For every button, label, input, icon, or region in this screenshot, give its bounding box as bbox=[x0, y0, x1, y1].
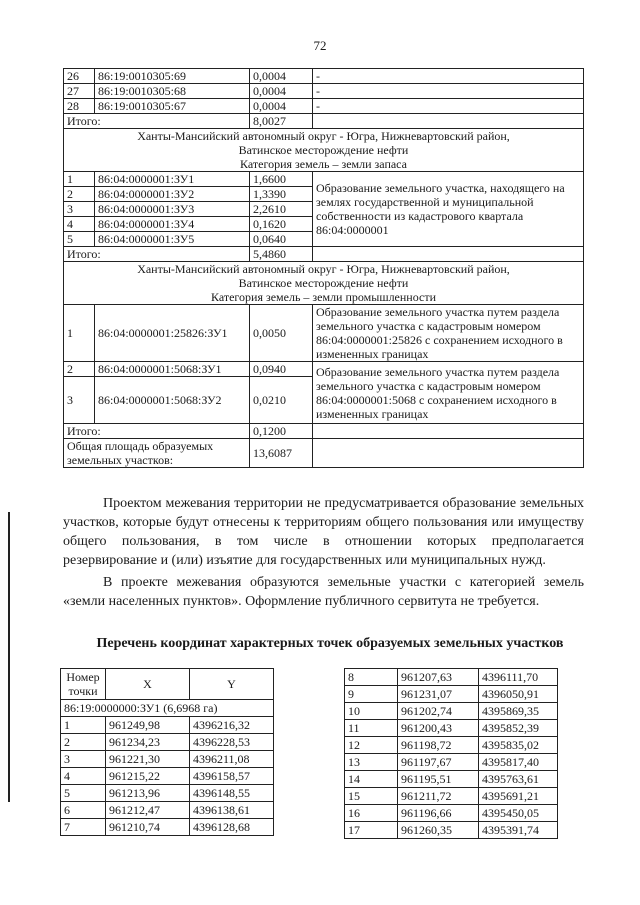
total-label: Итого: bbox=[64, 247, 250, 262]
table-row bbox=[345, 686, 558, 703]
industry-note-2: Образование земельного участка путем раздела земельного участка с кадастровым номером 86:04:0000001:5068 с сохранением исходного в измененных границах bbox=[313, 362, 584, 424]
row-number: 2 bbox=[64, 187, 95, 202]
table-row bbox=[345, 754, 558, 771]
section-category: Категория земель – земли промышленности bbox=[210, 290, 437, 304]
cadastral-number: 86:19:0010305:68 bbox=[95, 84, 250, 99]
table-row bbox=[64, 84, 584, 99]
table-row bbox=[345, 703, 558, 720]
coord-y: 4396138,61 bbox=[190, 802, 274, 819]
point-number: 1 bbox=[61, 717, 106, 734]
area-value: 0,0210 bbox=[250, 377, 313, 424]
section-category: Категория земель – земли запаса bbox=[240, 157, 407, 171]
point-number: 7 bbox=[61, 819, 106, 836]
coord-y: 4396111,70 bbox=[479, 669, 558, 686]
total-row bbox=[64, 424, 584, 439]
empty-cell bbox=[313, 247, 584, 262]
section-header-industry bbox=[64, 262, 584, 305]
table-row bbox=[61, 751, 274, 768]
coord-y: 4396050,91 bbox=[479, 686, 558, 703]
cadastral-number: 86:04:0000001:ЗУ4 bbox=[95, 217, 250, 232]
section-region: Ханты-Мансийский автономный округ - Югра, Нижневартовский район, bbox=[137, 262, 510, 276]
coord-x: 961197,67 bbox=[398, 754, 479, 771]
table-row bbox=[64, 69, 584, 84]
coord-y: 4395450,05 bbox=[479, 805, 558, 822]
point-number: 13 bbox=[345, 754, 398, 771]
table-row bbox=[64, 362, 584, 377]
coord-y: 4395691,21 bbox=[479, 788, 558, 805]
coords-heading: Перечень координат характерных точек образуемых земельных участков bbox=[96, 636, 564, 651]
empty-cell bbox=[313, 114, 584, 129]
grand-total-row bbox=[64, 439, 584, 468]
note-cell: - bbox=[313, 99, 584, 114]
cadastral-number: 86:04:0000001:ЗУ2 bbox=[95, 187, 250, 202]
table-row bbox=[345, 788, 558, 805]
header-x: X bbox=[106, 669, 190, 700]
coord-y: 4396211,08 bbox=[190, 751, 274, 768]
section-region: Ханты-Мансийский автономный округ - Югра, Нижневартовский район, bbox=[137, 129, 510, 143]
row-number: 3 bbox=[64, 377, 95, 424]
table-row bbox=[61, 785, 274, 802]
point-number: 4 bbox=[61, 768, 106, 785]
area-value: 1,3390 bbox=[250, 187, 313, 202]
table-row bbox=[61, 734, 274, 751]
parcel-label-row bbox=[61, 700, 274, 717]
row-number: 1 bbox=[64, 305, 95, 362]
coord-x: 961212,47 bbox=[106, 802, 190, 819]
point-number: 5 bbox=[61, 785, 106, 802]
table-row bbox=[345, 822, 558, 839]
total-label: Итого: bbox=[64, 424, 250, 439]
area-value: 0,0004 bbox=[250, 84, 313, 99]
table-row bbox=[345, 771, 558, 788]
cadastral-number: 86:19:0010305:67 bbox=[95, 99, 250, 114]
cadastral-number: 86:04:0000001:ЗУ1 bbox=[95, 172, 250, 187]
table-row bbox=[64, 305, 584, 362]
point-number: 12 bbox=[345, 737, 398, 754]
cadastral-number: 86:19:0010305:69 bbox=[95, 69, 250, 84]
coord-x: 961210,74 bbox=[106, 819, 190, 836]
coord-x: 961249,98 bbox=[106, 717, 190, 734]
coord-y: 4395869,35 bbox=[479, 703, 558, 720]
point-number: 11 bbox=[345, 720, 398, 737]
coord-x: 961221,30 bbox=[106, 751, 190, 768]
paragraph-land-category: В проекте межевания образуются земельные участки с категорией земель «земли населенных пунктов». Оформление публичного сервитута не требуется. bbox=[63, 575, 584, 609]
total-value: 0,1200 bbox=[250, 424, 313, 439]
cadastral-number: 86:04:0000001:5068:ЗУ1 bbox=[95, 362, 250, 377]
coordinates-table-right bbox=[344, 668, 558, 839]
land-parcels-table bbox=[63, 68, 584, 468]
grand-total-label: Общая площадь образуемых земельных участков: bbox=[64, 439, 250, 468]
row-number: 3 bbox=[64, 202, 95, 217]
point-number: 10 bbox=[345, 703, 398, 720]
industry-note-1: Образование земельного участка путем раздела земельного участка с кадастровым номером 86:04:0000001:25826 с сохранением исходного в измененных границах bbox=[313, 305, 584, 362]
coord-y: 4396228,53 bbox=[190, 734, 274, 751]
area-value: 0,1620 bbox=[250, 217, 313, 232]
table-row bbox=[345, 737, 558, 754]
point-number: 6 bbox=[61, 802, 106, 819]
area-value: 0,0640 bbox=[250, 232, 313, 247]
header-row bbox=[61, 669, 274, 700]
cadastral-number: 86:04:0000001:ЗУ3 bbox=[95, 202, 250, 217]
row-number: 4 bbox=[64, 217, 95, 232]
header-y: Y bbox=[190, 669, 274, 700]
section-field: Ватинское месторождение нефти bbox=[238, 276, 409, 290]
note-cell: - bbox=[313, 69, 584, 84]
point-number: 9 bbox=[345, 686, 398, 703]
area-value: 0,0050 bbox=[250, 305, 313, 362]
row-number: 1 bbox=[64, 172, 95, 187]
area-value: 1,6600 bbox=[250, 172, 313, 187]
coord-y: 4396158,57 bbox=[190, 768, 274, 785]
row-number: 5 bbox=[64, 232, 95, 247]
row-number: 2 bbox=[64, 362, 95, 377]
coordinates-table-left bbox=[60, 668, 274, 836]
paragraph-common-use: Проектом межевания территории не предусматривается образование земельных участков, которые будут отнесены к территориям общего пользования или имуществу общего пользования, в том числе в отношении которых предполагается резервирование и (или) изъятие для государственных или муниципальных нужд. bbox=[63, 496, 584, 568]
cadastral-number: 86:04:0000001:ЗУ5 bbox=[95, 232, 250, 247]
coord-y: 4396148,55 bbox=[190, 785, 274, 802]
total-row bbox=[64, 247, 584, 262]
coord-x: 961200,43 bbox=[398, 720, 479, 737]
coord-x: 961202,74 bbox=[398, 703, 479, 720]
coord-y: 4395852,39 bbox=[479, 720, 558, 737]
coord-x: 961234,23 bbox=[106, 734, 190, 751]
coord-x: 961215,22 bbox=[106, 768, 190, 785]
coord-x: 961196,66 bbox=[398, 805, 479, 822]
table-row bbox=[64, 99, 584, 114]
row-number: 26 bbox=[64, 69, 95, 84]
section-header-reserve bbox=[64, 129, 584, 172]
area-value: 0,0004 bbox=[250, 69, 313, 84]
header-point-number: Номер точки bbox=[61, 669, 106, 700]
reserve-note: Образование земельного участка, находящего на землях государственной и муниципальной собственности из кадастрового квартала 86:04:0000001 bbox=[313, 172, 584, 247]
coord-x: 961211,72 bbox=[398, 788, 479, 805]
point-number: 17 bbox=[345, 822, 398, 839]
point-number: 16 bbox=[345, 805, 398, 822]
page-number: 72 bbox=[313, 38, 327, 53]
note-cell: - bbox=[313, 84, 584, 99]
table-row bbox=[345, 669, 558, 686]
empty-cell bbox=[313, 439, 584, 468]
table-row bbox=[61, 819, 274, 836]
total-value: 5,4860 bbox=[250, 247, 313, 262]
point-number: 8 bbox=[345, 669, 398, 686]
coord-x: 961231,07 bbox=[398, 686, 479, 703]
coord-x: 961207,63 bbox=[398, 669, 479, 686]
area-value: 0,0004 bbox=[250, 99, 313, 114]
cadastral-number: 86:04:0000001:5068:ЗУ2 bbox=[95, 377, 250, 424]
parcel-label: 86:19:0000000:ЗУ1 (6,6968 га) bbox=[61, 700, 274, 717]
point-number: 2 bbox=[61, 734, 106, 751]
total-label: Итого: bbox=[64, 114, 250, 129]
empty-cell bbox=[313, 424, 584, 439]
section-field: Ватинское месторождение нефти bbox=[238, 143, 409, 157]
coord-y: 4396128,68 bbox=[190, 819, 274, 836]
row-number: 27 bbox=[64, 84, 95, 99]
coord-x: 961198,72 bbox=[398, 737, 479, 754]
table-row bbox=[61, 717, 274, 734]
total-row bbox=[64, 114, 584, 129]
table-row bbox=[64, 172, 584, 187]
margin-line bbox=[8, 512, 10, 802]
total-value: 8,0027 bbox=[250, 114, 313, 129]
area-value: 0,0940 bbox=[250, 362, 313, 377]
coord-y: 4395763,61 bbox=[479, 771, 558, 788]
coord-x: 961195,51 bbox=[398, 771, 479, 788]
grand-total-value: 13,6087 bbox=[250, 439, 313, 468]
point-number: 15 bbox=[345, 788, 398, 805]
coord-x: 961213,96 bbox=[106, 785, 190, 802]
table-row bbox=[345, 720, 558, 737]
point-number: 3 bbox=[61, 751, 106, 768]
coord-x: 961260,35 bbox=[398, 822, 479, 839]
table-row bbox=[345, 805, 558, 822]
coord-y: 4395817,40 bbox=[479, 754, 558, 771]
coord-y: 4395391,74 bbox=[479, 822, 558, 839]
row-number: 28 bbox=[64, 99, 95, 114]
coord-y: 4395835,02 bbox=[479, 737, 558, 754]
cadastral-number: 86:04:0000001:25826:ЗУ1 bbox=[95, 305, 250, 362]
area-value: 2,2610 bbox=[250, 202, 313, 217]
point-number: 14 bbox=[345, 771, 398, 788]
coord-y: 4396216,32 bbox=[190, 717, 274, 734]
table-row bbox=[61, 768, 274, 785]
table-row bbox=[61, 802, 274, 819]
